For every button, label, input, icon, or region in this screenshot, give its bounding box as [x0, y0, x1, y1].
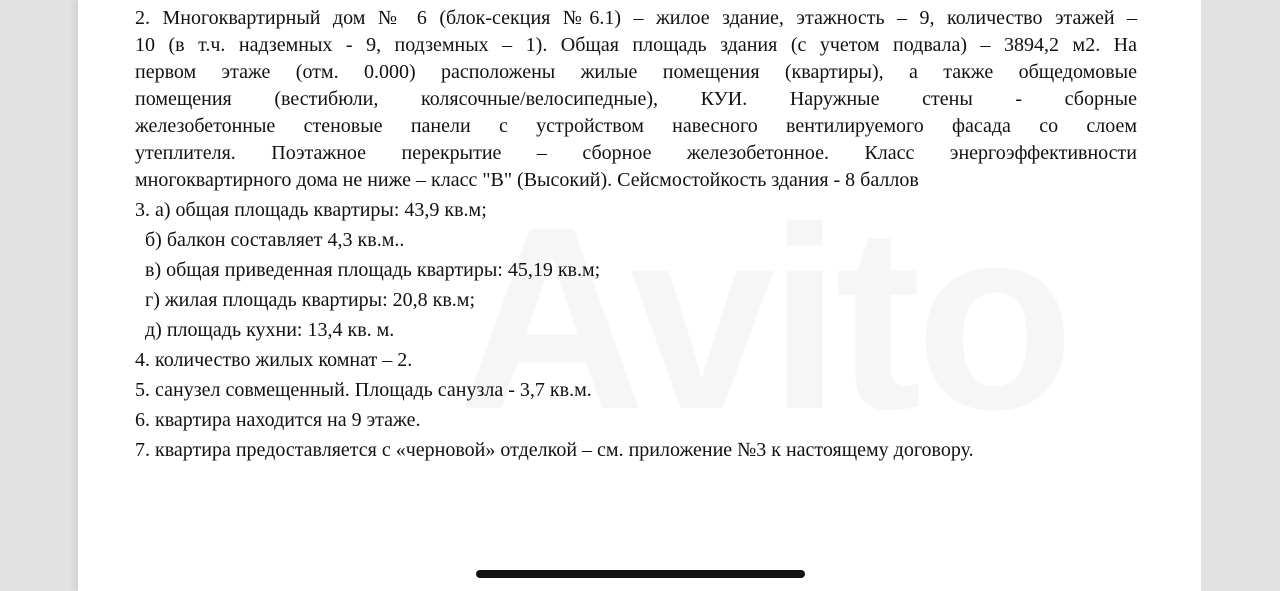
- list-item: б) балкон составляет 4,3 кв.м..: [145, 229, 405, 251]
- text-line: утеплителя. Поэтажное перекрытие – сборное железобетонное. Класс энергоэффективности: [135, 142, 1137, 164]
- list-item: 3. а) общая площадь квартиры: 43,9 кв.м;: [135, 199, 487, 221]
- document-page: [78, 0, 1201, 591]
- text-line: помещения (вестибюли, колясочные/велосипедные), КУИ. Наружные стены - сборные: [135, 88, 1137, 110]
- text-line: железобетонные стеновые панели с устройством навесного вентилируемого фасада со слоем: [135, 115, 1137, 137]
- list-item: в) общая приведенная площадь квартиры: 45,19 кв.м;: [145, 259, 601, 281]
- list-item: 5. санузел совмещенный. Площадь санузла - 3,7 кв.м.: [135, 379, 592, 401]
- paragraph-2: [135, 5, 1137, 194]
- home-indicator[interactable]: [476, 570, 805, 578]
- list-item: г) жилая площадь квартиры: 20,8 кв.м;: [145, 289, 476, 311]
- text-line: многоквартирного дома не ниже – класс "В" (Высокий). Сейсмостойкость здания - 8 баллов: [135, 169, 919, 191]
- list-item: д) площадь кухни: 13,4 кв. м.: [145, 319, 395, 341]
- text-line: первом этаже (отм. 0.000) расположены жилые помещения (квартиры), а также общедомовые: [135, 61, 1137, 83]
- list-item: 6. квартира находится на 9 этаже.: [135, 409, 421, 431]
- list-item: 7. квартира предоставляется с «черновой» отделкой – см. приложение №3 к настоящему договору.: [135, 439, 974, 461]
- text-line: 2. Многоквартирный дом № 6 (блок-секция №6.1) – жилое здание, этажность – 9, количество этажей –: [135, 7, 1137, 29]
- apartment-details-list: [135, 195, 974, 465]
- list-item: 4. количество жилых комнат – 2.: [135, 349, 413, 371]
- text-line: 10 (в т.ч. надземных - 9, подземных – 1). Общая площадь здания (с учетом подвала) – 3894,2 м2. На: [135, 34, 1137, 56]
